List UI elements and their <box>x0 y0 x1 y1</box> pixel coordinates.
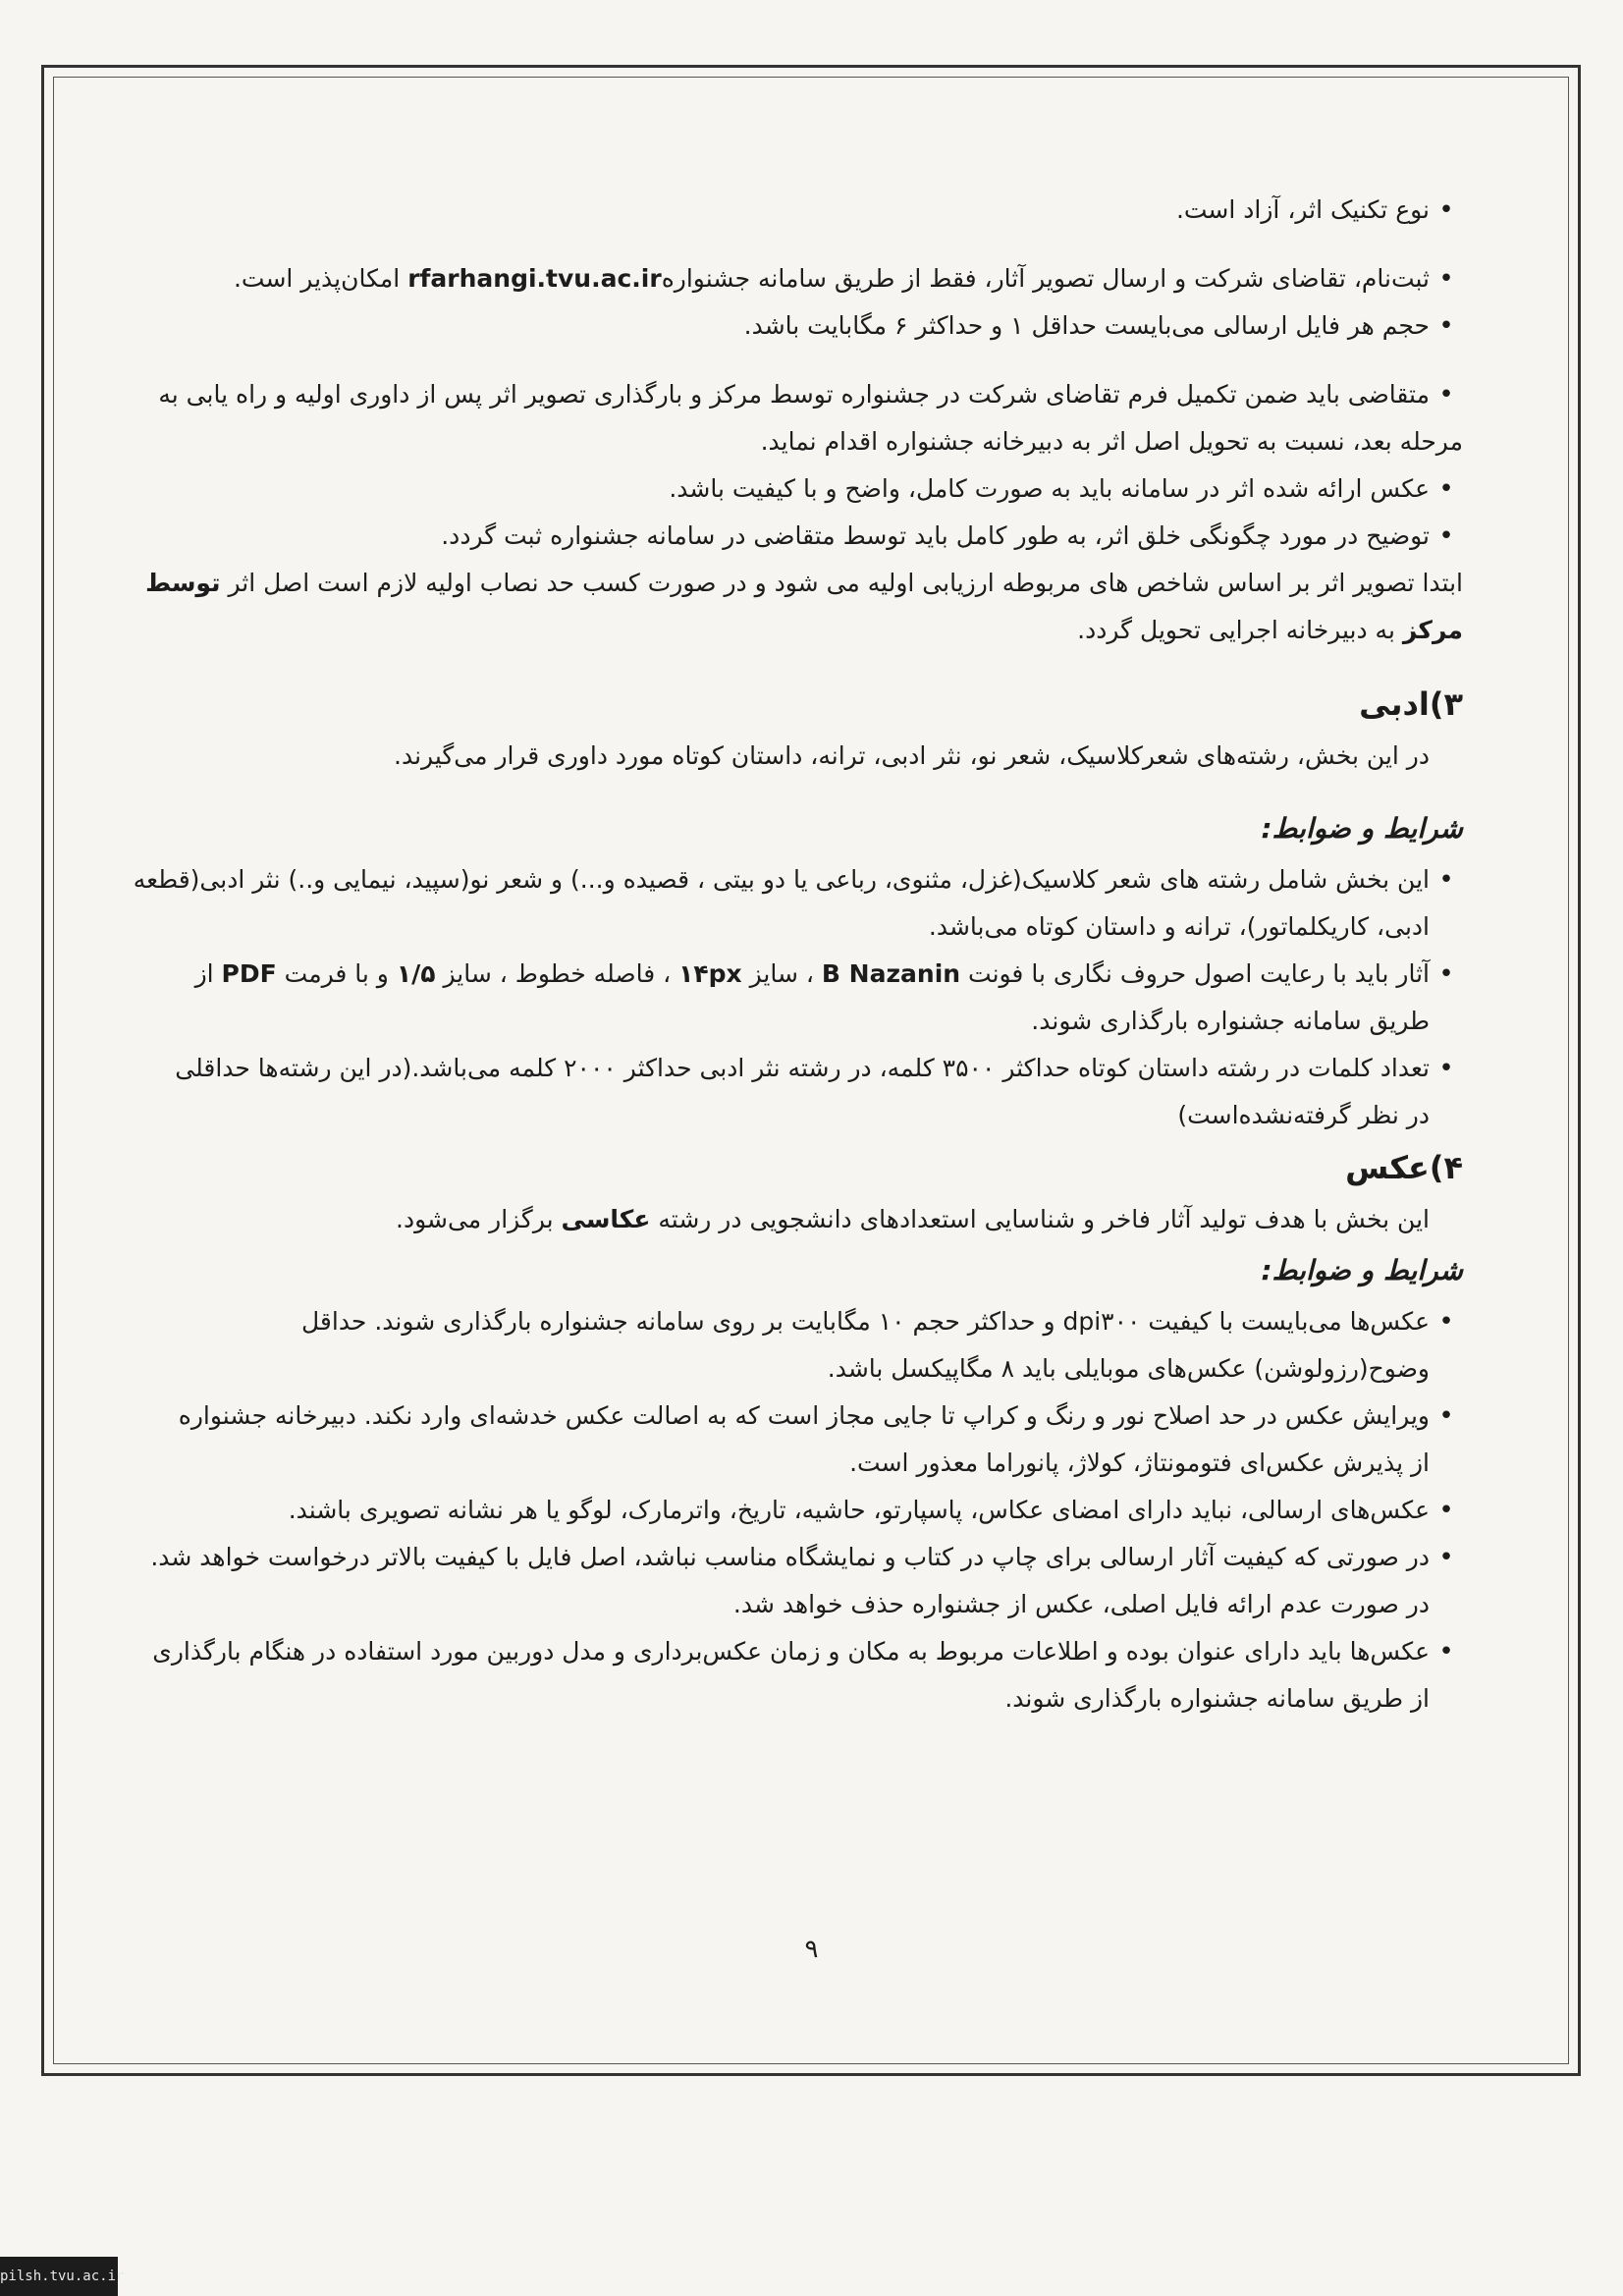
aks-bullet-quality-cont: وضوح(رزولوشن) عکس‌های موبایلی باید ۸ مگاپیکسل باشد. <box>827 1354 1430 1383</box>
adabi-conditions-heading: شرایط و ضوابط: <box>1261 812 1463 845</box>
bullet-applicant: • متقاضی باید ضمن تکمیل فرم تقاضای شرکت در جشنواره توسط مرکز و بارگذاری تصویر اثر پس از داوری اولیه و راه یابی به <box>157 371 1463 418</box>
aks-conditions-heading: شرایط و ضوابط: <box>1261 1254 1463 1286</box>
aks-bullet-quality: • عکس‌ها می‌بایست با کیفیت dpi۳۰۰ و حداکثر حجم ۱۰ مگابایت بر روی سامانه جشنواره بارگذاری شوند. حداقل <box>157 1298 1463 1345</box>
document-body <box>133 187 1463 1722</box>
aks-bullet-print-quality: • در صورتی که کیفیت آثار ارسالی برای چاپ در کتاب و نمایشگاه مناسب نباشد، اصل فایل با کیفیت بالاتر درخواست خواهد شد. <box>157 1534 1463 1581</box>
adabi-bullet-word-count: • تعداد کلمات در رشته داستان کوتاه حداکثر ۳۵۰۰ کلمه، در رشته نثر ادبی حداکثر ۲۰۰۰ کلمه می‌باشد.(در این رشته‌ها حداقلی <box>157 1045 1463 1092</box>
bullet-description: • توضیح در مورد چگونگی خلق اثر، به طور کامل باید توسط متقاضی در سامانه جشنواره ثبت گردد. <box>157 513 1463 560</box>
aks-bullet-print-quality-cont: در صورت عدم ارائه فایل اصلی، عکس از جشنواره حذف خواهد شد. <box>732 1590 1430 1618</box>
festival-url: rfarhangi.tvu.ac.ir <box>407 264 662 293</box>
aks-bullet-editing-cont: از پذیرش عکس‌ای فتومونتاژ، کولاژ، پانوراما معذور است. <box>849 1449 1430 1477</box>
bullet-applicant-cont: مرحله بعد، نسبت به تحویل اصل اثر به دبیرخانه جشنواره اقدام نماید. <box>760 427 1463 456</box>
aks-bullet-title-info: • عکس‌ها باید دارای عنوان بوده و اطلاعات مربوط به مکان و زمان عکس‌برداری و مدل دوربین مورد استفاده در هنگام بارگذاری <box>157 1628 1463 1675</box>
bullet-photo-quality: • عکس ارائه شده اثر در سامانه باید به صورت کامل، واضح و با کیفیت باشد. <box>157 465 1463 513</box>
heading-aks: ۴)عکس <box>1345 1149 1463 1186</box>
adabi-bullet-fields-cont: ادبی، کاریکلماتور)، ترانه و داستان کوتاه می‌باشد. <box>928 912 1430 941</box>
aks-intro: این بخش با هدف تولید آثار فاخر و شناسایی استعدادهای دانشجویی در رشته عکاسی برگزار می‌شود. <box>396 1205 1430 1233</box>
adabi-bullet-word-count-cont: در نظر گرفته‌نشده‌است) <box>1177 1101 1430 1129</box>
heading-adabi: ۳)ادبی <box>1359 685 1463 723</box>
bullet-technique: • نوع تکنیک اثر، آزاد است. <box>157 187 1463 234</box>
adabi-bullet-typography: • آثار باید با رعایت اصول حروف نگاری با فونت B Nazanin ، سایز ۱۴px ، فاصله خطوط ، سایز ۱/۵ و با فرمت PDF از <box>157 951 1463 998</box>
paragraph-evaluation-cont: مرکز به دبیرخانه اجرایی تحویل گردد. <box>1077 616 1463 644</box>
bullet-file-size: • حجم هر فایل ارسالی می‌بایست حداقل ۱ و حداکثر ۶ مگابایت باشد. <box>157 302 1463 350</box>
adabi-bullet-typography-cont: طریق سامانه جشنواره بارگذاری شوند. <box>1031 1007 1430 1035</box>
watermark: pilsh.tvu.ac.ir <box>0 2257 118 2296</box>
page-number: ۹ <box>804 1935 819 1964</box>
aks-bullet-signature: • عکس‌های ارسالی، نباید دارای امضای عکاس، پاسپارتو، حاشیه، تاریخ، واترمارک، لوگو یا هر نشانه تصویری باشند. <box>157 1487 1463 1534</box>
paragraph-evaluation: ابتدا تصویر اثر بر اساس شاخص های مربوطه ارزیابی اولیه می شود و در صورت کسب حد نصاب اولیه لازم است اصل اثر توسط <box>145 569 1463 597</box>
aks-bullet-title-info-cont: از طریق سامانه جشنواره بارگذاری شوند. <box>1004 1684 1430 1713</box>
bullet-registration: • ثبت‌نام، تقاضای شرکت و ارسال تصویر آثار، فقط از طریق سامانه جشنوارهrfarhangi.tvu.ac.ir امکان‌پذیر است. <box>157 255 1463 302</box>
adabi-bullet-fields: • این بخش شامل رشته های شعر کلاسیک(غزل، مثنوی، رباعی یا دو بیتی ، قصیده و...) و شعر نو(سپید، نیمایی و..) نثر ادبی(قطعه <box>157 856 1463 903</box>
aks-bullet-editing: • ویرایش عکس در حد اصلاح نور و رنگ و کراپ تا جایی مجاز است که به اصالت عکس خدشه‌ای وارد نکند. دبیرخانه جشنواره <box>157 1393 1463 1440</box>
adabi-intro: در این بخش، رشته‌های شعرکلاسیک، شعر نو، نثر ادبی، ترانه، داستان کوتاه مورد داوری قرار می‌گیرند. <box>394 741 1430 770</box>
